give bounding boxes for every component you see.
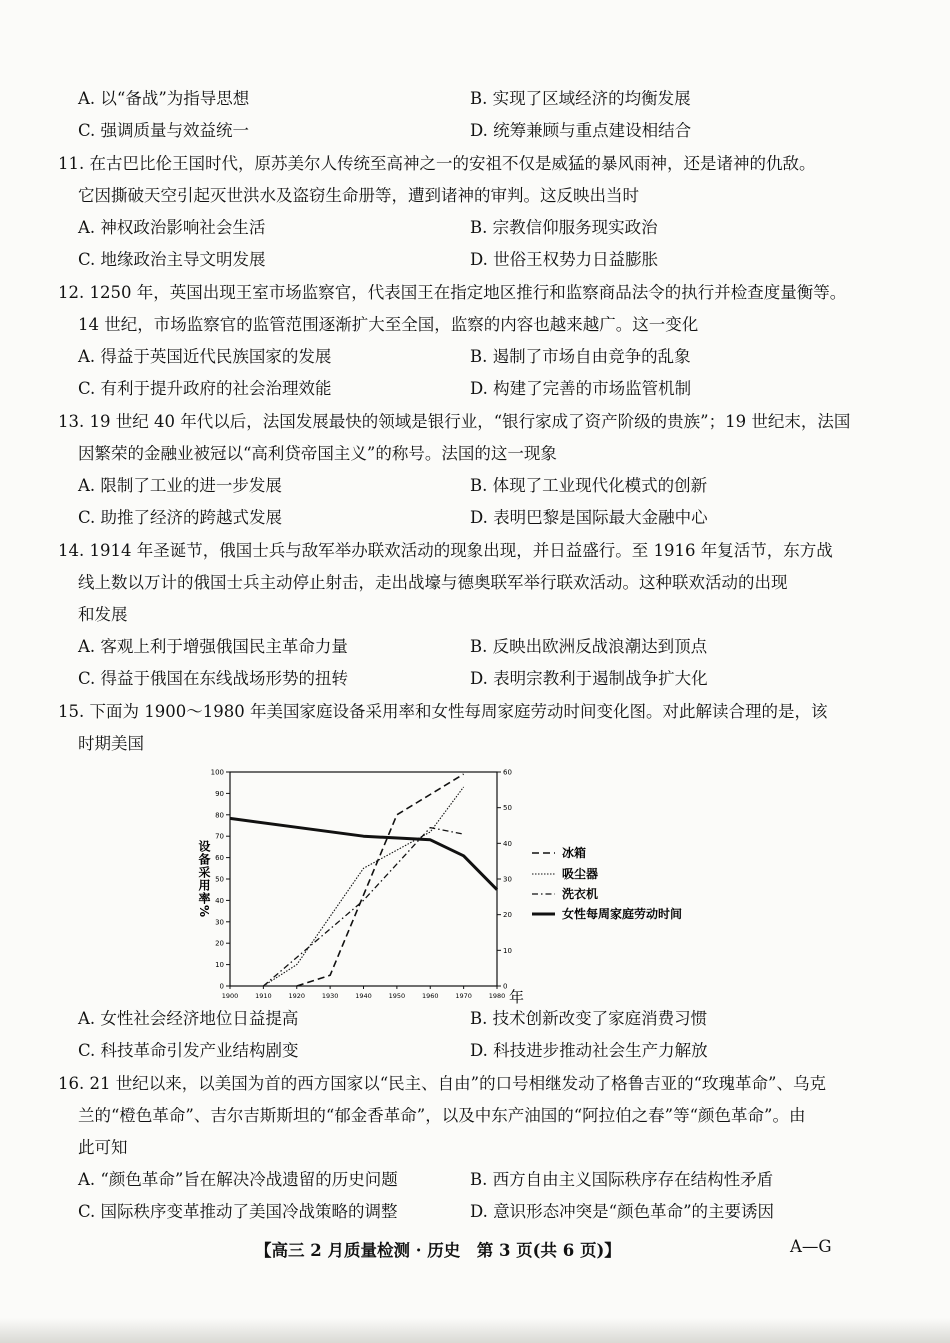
series-line [263, 828, 463, 986]
q11-option-d: D. 世俗王权势力日益膨胀 [470, 250, 659, 269]
x-tick-label: 1950 [388, 992, 406, 1000]
q15-option-a: A. 女性社会经济地位日益提高 [78, 1009, 299, 1028]
paper-code: A—G [790, 1237, 832, 1256]
q11-stem-line-1: 11. 在古巴比伦王国时代，原苏美尔人传统至高神之一的安祖不仅是威猛的暴风雨神，还是诸神的仇敌。 [58, 154, 816, 173]
q15-option-d: D. 科技进步推动社会生产力解放 [470, 1041, 708, 1060]
y2-tick-label: 20 [503, 911, 512, 920]
q12-option-c: C. 有利于提升政府的社会治理效能 [78, 379, 332, 398]
y-tick-label: 70 [215, 832, 224, 841]
y2-tick-label: 50 [503, 804, 512, 813]
q15-stem-line-2: 时期美国 [78, 734, 144, 753]
q10-option-c: C. 强调质量与效益统一 [78, 121, 250, 140]
series-line [263, 787, 463, 986]
q11-option-a: A. 神权政治影响社会生活 [78, 218, 266, 237]
q11-stem-line-2: 它因撕破天空引起灭世洪水及盗窃生命册等，遭到诸神的审判。这反映出当时 [78, 186, 639, 205]
y-tick-label: 20 [215, 939, 224, 948]
series-line [230, 818, 497, 889]
y2-tick-label: 40 [503, 839, 512, 848]
q16-option-c: C. 国际秩序变革推动了美国冷战策略的调整 [78, 1202, 398, 1221]
legend-label: 吸尘器 [562, 867, 599, 881]
q11-option-c: C. 地缘政治主导文明发展 [78, 250, 266, 269]
y-tick-label: 40 [215, 896, 224, 905]
q16-option-a: A. “颜色革命”旨在解决冷战遗留的历史问题 [78, 1170, 398, 1189]
q13-option-c: C. 助推了经济的跨越式发展 [78, 508, 283, 527]
y2-tick-label: 0 [503, 982, 508, 991]
q11-option-b: B. 宗教信仰服务现实政治 [470, 218, 658, 237]
q14-stem-line-1: 14. 1914 年圣诞节，俄国士兵与敌军举办联欢活动的现象出现，并日益盛行。至 1916 年复活节，东方战 [58, 541, 833, 560]
x-tick-label: 1910 [255, 992, 272, 1000]
q12-option-b: B. 遏制了市场自由竞争的乱象 [470, 347, 691, 366]
q14-option-a: A. 客观上利于增强俄国民主革命力量 [78, 637, 348, 656]
y-tick-label: 30 [215, 918, 224, 927]
y-tick-label: 60 [215, 854, 224, 863]
q13-stem-line-2: 因繁荣的金融业被冠以“高利贷帝国主义”的称号。法国的这一现象 [78, 444, 557, 463]
plot-frame [230, 772, 497, 986]
q16-stem-line-2: 兰的“橙色革命”、吉尔吉斯斯坦的“郁金香革命”，以及中东产油国的“阿拉伯之春”等“颜色革命”。由 [78, 1106, 806, 1125]
x-tick-label: 1920 [288, 992, 306, 1000]
y2-tick-label: 10 [503, 946, 512, 955]
q14-stem-line-2: 线上数以万计的俄国士兵主动停止射击，走出战壕与德奥联军举行联欢活动。这种联欢活动的出现 [78, 573, 788, 592]
x-tick-label: 1960 [421, 992, 439, 1000]
q15-option-c: C. 科技革命引发产业结构剧变 [78, 1041, 299, 1060]
q16-option-d: D. 意识形态冲突是“颜色革命”的主要诱因 [470, 1202, 775, 1221]
y-tick-label: 90 [215, 789, 224, 798]
q14-option-c: C. 得益于俄国在东线战场形势的扭转 [78, 669, 349, 688]
q14-stem-line-3: 和发展 [78, 605, 128, 624]
q10-option-d: D. 统筹兼顾与重点建设相结合 [470, 121, 692, 140]
y-tick-label: 80 [215, 811, 224, 820]
x-tick-label: 1970 [455, 992, 472, 1000]
legend-label: 女性每周家庭劳动时间 [562, 907, 683, 921]
y-tick-label: 100 [210, 768, 224, 777]
x-tick-label: 1980 [488, 992, 506, 1000]
x-tick-label: 1930 [321, 992, 339, 1000]
y2-tick-label: 60 [503, 768, 512, 777]
q12-stem-line-2: 14 世纪，市场监察官的监管范围逐渐扩大至全国，监察的内容也越来越广。这一变化 [78, 315, 699, 334]
page-footer: 【高三 2 月质量检测 · 历史 第 3 页(共 6 页)】 [255, 1241, 621, 1260]
q16-stem-line-3: 此可知 [78, 1138, 128, 1157]
q13-stem-line-1: 13. 19 世纪 40 年代以后，法国发展最快的领域是银行业，“银行家成了资产阶级的贵族”；19 世纪末，法国 [58, 412, 851, 431]
q14-option-b: B. 反映出欧洲反战浪潮达到顶点 [470, 637, 708, 656]
x-tick-label: 1900 [221, 992, 239, 1000]
legend-label: 冰箱 [562, 846, 587, 860]
q14-option-d: D. 表明宗教利于遏制战争扩大化 [470, 669, 708, 688]
q15-option-b: B. 技术创新改变了家庭消费习惯 [470, 1009, 708, 1028]
q15-stem-line-1: 15. 下面为 1900～1980 年美国家庭设备采用率和女性每周家庭劳动时间变化图。对此解读合理的是，该 [58, 702, 828, 721]
y-tick-label: 50 [215, 875, 224, 884]
y-tick-label: 0 [219, 982, 224, 991]
y-axis-label: 设备采用率% [197, 839, 211, 919]
q13-option-a: A. 限制了工业的进一步发展 [78, 476, 282, 495]
q10-option-b: B. 实现了区域经济的均衡发展 [470, 89, 691, 108]
q12-option-a: A. 得益于英国近代民族国家的发展 [78, 347, 332, 366]
scan-edge [0, 1318, 950, 1343]
q13-option-d: D. 表明巴黎是国际最大金融中心 [470, 508, 708, 527]
y2-tick-label: 30 [503, 875, 512, 884]
x-axis-label: 年 [509, 988, 525, 1006]
q13-option-b: B. 体现了工业现代化模式的创新 [470, 476, 708, 495]
q10-option-a: A. 以“备战”为指导思想 [78, 89, 250, 108]
y-tick-label: 10 [215, 961, 224, 970]
x-tick-label: 1940 [355, 992, 372, 1000]
series-line [297, 774, 464, 986]
q16-stem-line-1: 16. 21 世纪以来，以美国为首的西方国家以“民主、自由”的口号相继发动了格鲁吉亚的“玫瑰革命”、乌克 [58, 1074, 826, 1093]
q12-stem-line-1: 12. 1250 年，英国出现王室市场监察官，代表国王在指定地区推行和监察商品法令的执行并检查度量衡等。 [58, 283, 847, 302]
q16-option-b: B. 西方自由主义国际秩序存在结构性矛盾 [470, 1170, 774, 1189]
legend-label: 洗衣机 [562, 887, 599, 901]
q12-option-d: D. 构建了完善的市场监管机制 [470, 379, 692, 398]
